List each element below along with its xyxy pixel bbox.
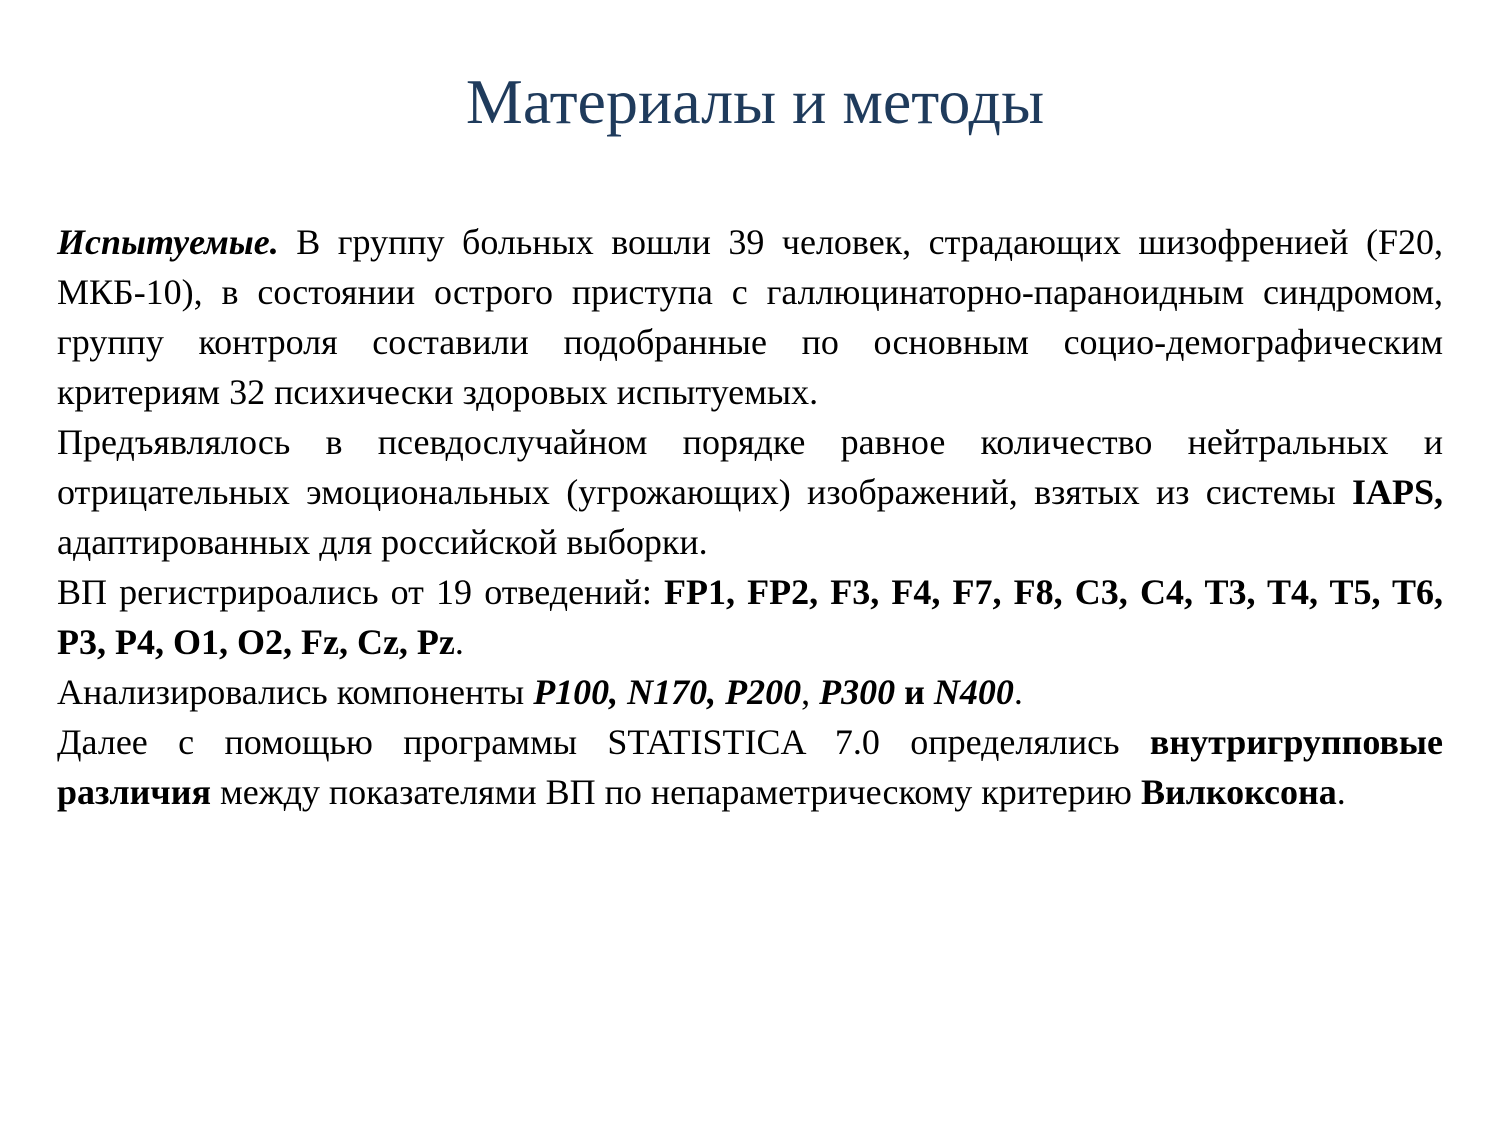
components-list-3: N400 — [933, 672, 1014, 712]
subjects-label: Испытуемые. — [57, 222, 279, 262]
subjects-text: В группу больных вошли 39 человек, страдающих шизофренией (F20, МКБ-10), в состоянии острого приступа с галлюцинаторно-параноидным синдромом, группу контроля составили подобранные по основным социо-демографическим критериям 32 психически здоровых испытуемых. — [57, 222, 1443, 412]
statistics-end: . — [1336, 772, 1346, 812]
components-list-2: P300 — [819, 672, 896, 712]
components-text: Анализировались компоненты — [57, 672, 534, 712]
stimuli-text-2: адаптированных для российской выборки. — [57, 522, 708, 562]
statistics-paragraph — [57, 717, 1443, 817]
recording-text: ВП регистрироались от 19 отведений: — [57, 572, 664, 612]
components-end: . — [1013, 672, 1023, 712]
stimuli-text-1: Предъявлялось в псевдослучайном порядке равное количество нейтральных и отрицательных эмоциональных (угрожающих) изображений, взятых из системы — [57, 422, 1443, 512]
recording-end: . — [454, 622, 464, 662]
slide-body — [57, 217, 1443, 817]
components-conj: и — [895, 672, 934, 712]
recording-leads: FP1, FP2, F3, F4, F7, F8, C3, C4, T3, T4, T5, T6, P3, P4, O1, O2, Fz, Cz, Pz — [57, 572, 1443, 662]
recording-paragraph — [57, 567, 1443, 667]
components-list-1: P100, N170, P200 — [533, 672, 802, 712]
statistics-text-1: Далее с помощью программы STATISTICA 7.0 определялись — [57, 722, 1150, 762]
statistics-bold-1: внутригрупповые различия — [57, 722, 1443, 812]
statistics-bold-2: Вилкоксона — [1140, 772, 1337, 812]
stimuli-paragraph — [57, 417, 1443, 567]
subjects-paragraph — [57, 217, 1443, 417]
components-sep-1: , — [801, 672, 820, 712]
statistics-text-2: между показателями ВП по непараметрическому критерию — [210, 772, 1141, 812]
components-paragraph — [57, 667, 1443, 717]
slide-title: Материалы и методы — [465, 66, 1045, 137]
stimuli-system: IAPS, — [1351, 472, 1443, 512]
